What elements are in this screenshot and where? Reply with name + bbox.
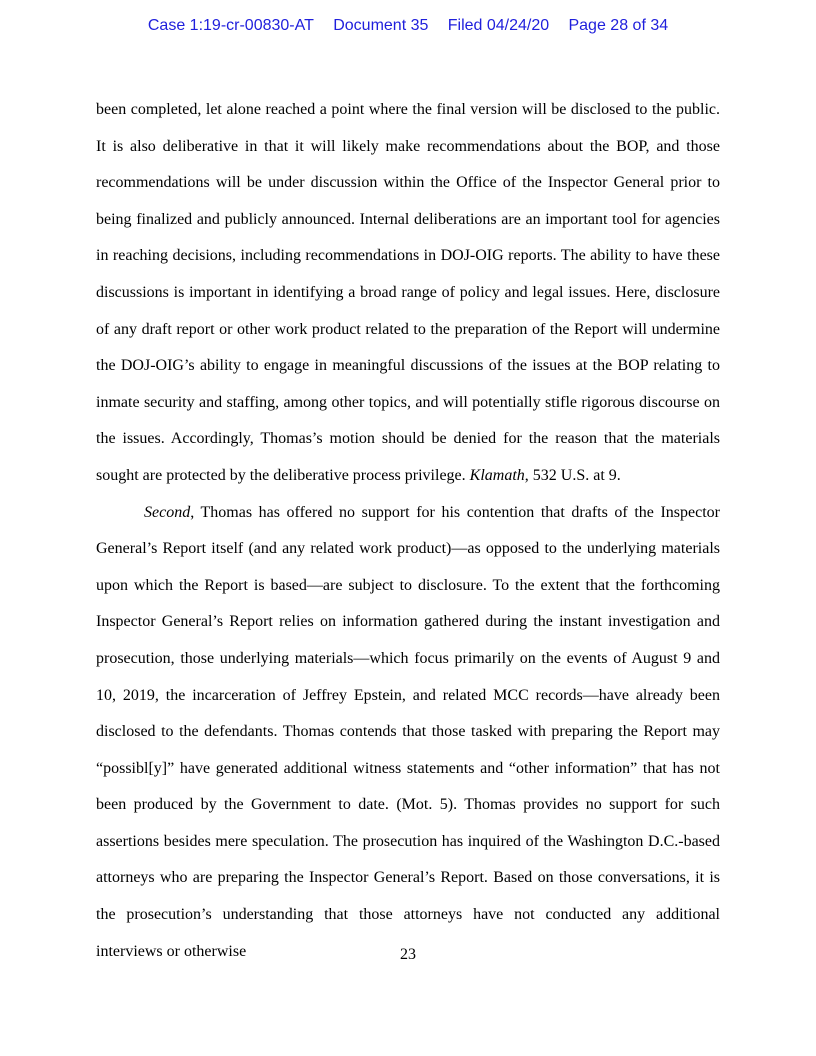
- text-segment: , Thomas has offered no support for his contention that drafts of the Inspector General’s Report itself (and any related work product)—as opposed to the underlying materials upon which the Report is based—are subject to disclosure. To the extent that the forthcoming Inspector General’s Report relies on information gathered during the instant investigation and prosecution, those underlying materials—which focus primarily on the events of August 9 and 10, 2019, the incarceration of Jeffrey Epstein, and related MCC records—have already been disclosed to the defendants. Thomas contends that those tasked with preparing the Report may “possibl[y]” have generated additional witness statements and “other information” that has not been produced by the Government to date. (Mot. 5). Thomas provides no support for such assertions besides mere speculation. The prosecution has inquired of the Washington D.C.-based attorneys who are preparing the Inspector General’s Report. Based on those conversations, it is the prosecution’s understanding that those attorneys have not conducted any additional interviews or otherwise: [96, 503, 720, 960]
- document-body: [96, 92, 720, 970]
- case-number: Case 1:19-cr-00830-AT: [147, 17, 314, 34]
- text-segment: , 532 U.S. at 9.: [524, 466, 621, 484]
- paragraph-second: [96, 495, 720, 971]
- paragraph-continuation: [96, 92, 720, 495]
- italic-heading-word: Second: [144, 503, 191, 521]
- case-header: [0, 17, 816, 35]
- page-indicator: Page 28 of 34: [568, 17, 669, 34]
- page-number: 23: [400, 946, 416, 963]
- filed-date: Filed 04/24/20: [447, 17, 550, 34]
- text-segment: been completed, let alone reached a point where the final version will be disclosed to the public. It is also deliberative in that it will likely make recommendations about the BOP, and those recommendations will be under discussion within the Office of the Inspector General prior to being finalized and publicly announced. Internal deliberations are an important tool for agencies in reaching decisions, including recommendations in DOJ-OIG reports. The ability to have these discussions is important in identifying a broad range of policy and legal issues. Here, disclosure of any draft report or other work product related to the preparation of the Report will undermine the DOJ-OIG’s ability to engage in meaningful discussions of the issues at the BOP relating to inmate security and staffing, among other topics, and will potentially stifle rigorous discourse on the issues. Accordingly, Thomas’s motion should be denied for the reason that the materials sought are protected by the deliberative process privilege.: [96, 101, 720, 484]
- case-citation: Klamath: [469, 466, 525, 484]
- document-number: Document 35: [333, 17, 429, 34]
